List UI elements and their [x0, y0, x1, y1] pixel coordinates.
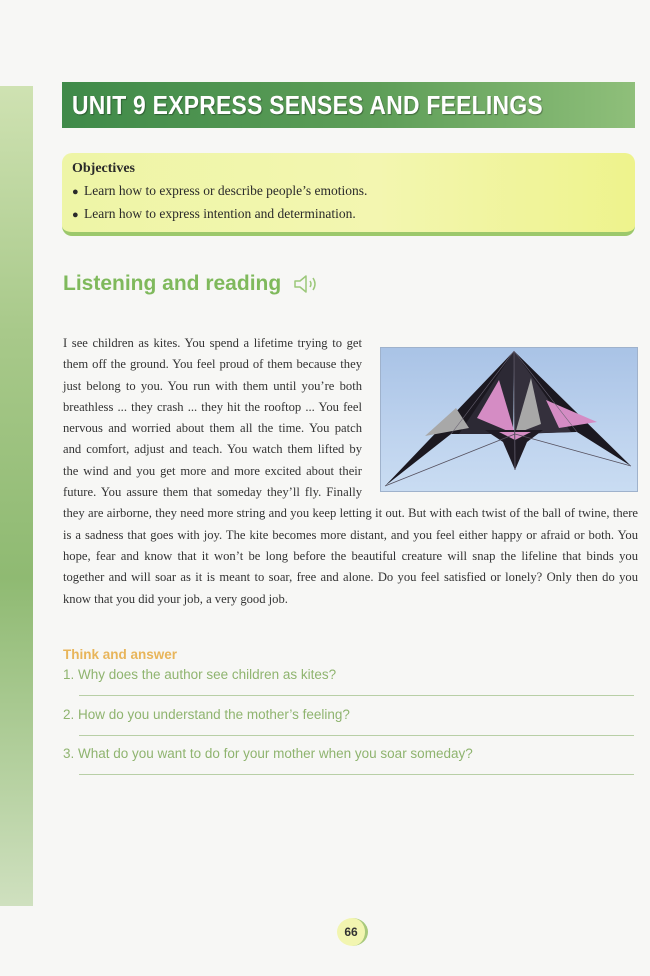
objective-text: Learn how to express or describe people’s emotions. [84, 183, 368, 198]
question-text: 3. What do you want to do for your mother when you soar someday? [63, 746, 473, 761]
question-3 [63, 746, 638, 775]
page-number: 66 [337, 918, 368, 946]
question-text: 1. Why does the author see children as kites? [63, 667, 337, 682]
speaker-icon[interactable] [293, 273, 321, 295]
objective-item [72, 203, 625, 226]
objectives-box [62, 153, 635, 236]
reading-text: I see children as kites. You spend a lifetime trying to get them off the ground. You feel proud of them because they just belong to you. You run with them until you’re both breathless ... they crash ... they hit the rooftop ... You feel nervous and worried about them all the time. You patch and comfort, adjust and teach. You watch them lifted by the wind and you get more and more excited about their future. You assure them that someday they’ll fly. Finally they are airborne, they need more string and you keep letting it out. But with each twist of the ball of twine, there is a sadness that goes with joy. The kite becomes more distant, and you feel either happy or afraid or both. You hope, fear and know that it won’t be long before the beautiful creature will snap the lifeline that binds you together and will soar as it is meant to soar, free and alone. Do you feel satisfied or lonely? Only then do you know that you did your job, a very good job. [63, 336, 638, 606]
answer-line[interactable] [79, 735, 634, 736]
kite-photo [380, 347, 638, 492]
question-2 [63, 707, 638, 736]
objective-item [72, 180, 625, 203]
bullet-icon: ● [72, 186, 79, 198]
answer-line[interactable] [79, 695, 634, 696]
reading-passage [63, 333, 638, 610]
objectives-title: Objectives [72, 161, 135, 176]
question-text: 2. How do you understand the mother’s feeling? [63, 707, 350, 722]
kite-image [381, 348, 637, 491]
answer-line[interactable] [79, 774, 634, 775]
unit-banner [62, 82, 635, 128]
side-color-bar [0, 86, 33, 906]
unit-title: UNIT 9 EXPRESS SENSES AND FEELINGS [72, 89, 543, 120]
objective-text: Learn how to express intention and determination. [84, 206, 356, 221]
bullet-icon: ● [72, 209, 79, 221]
section-heading [63, 269, 321, 299]
question-1 [63, 667, 638, 696]
section-title: Listening and reading [63, 272, 282, 295]
think-heading: Think and answer [63, 647, 178, 662]
